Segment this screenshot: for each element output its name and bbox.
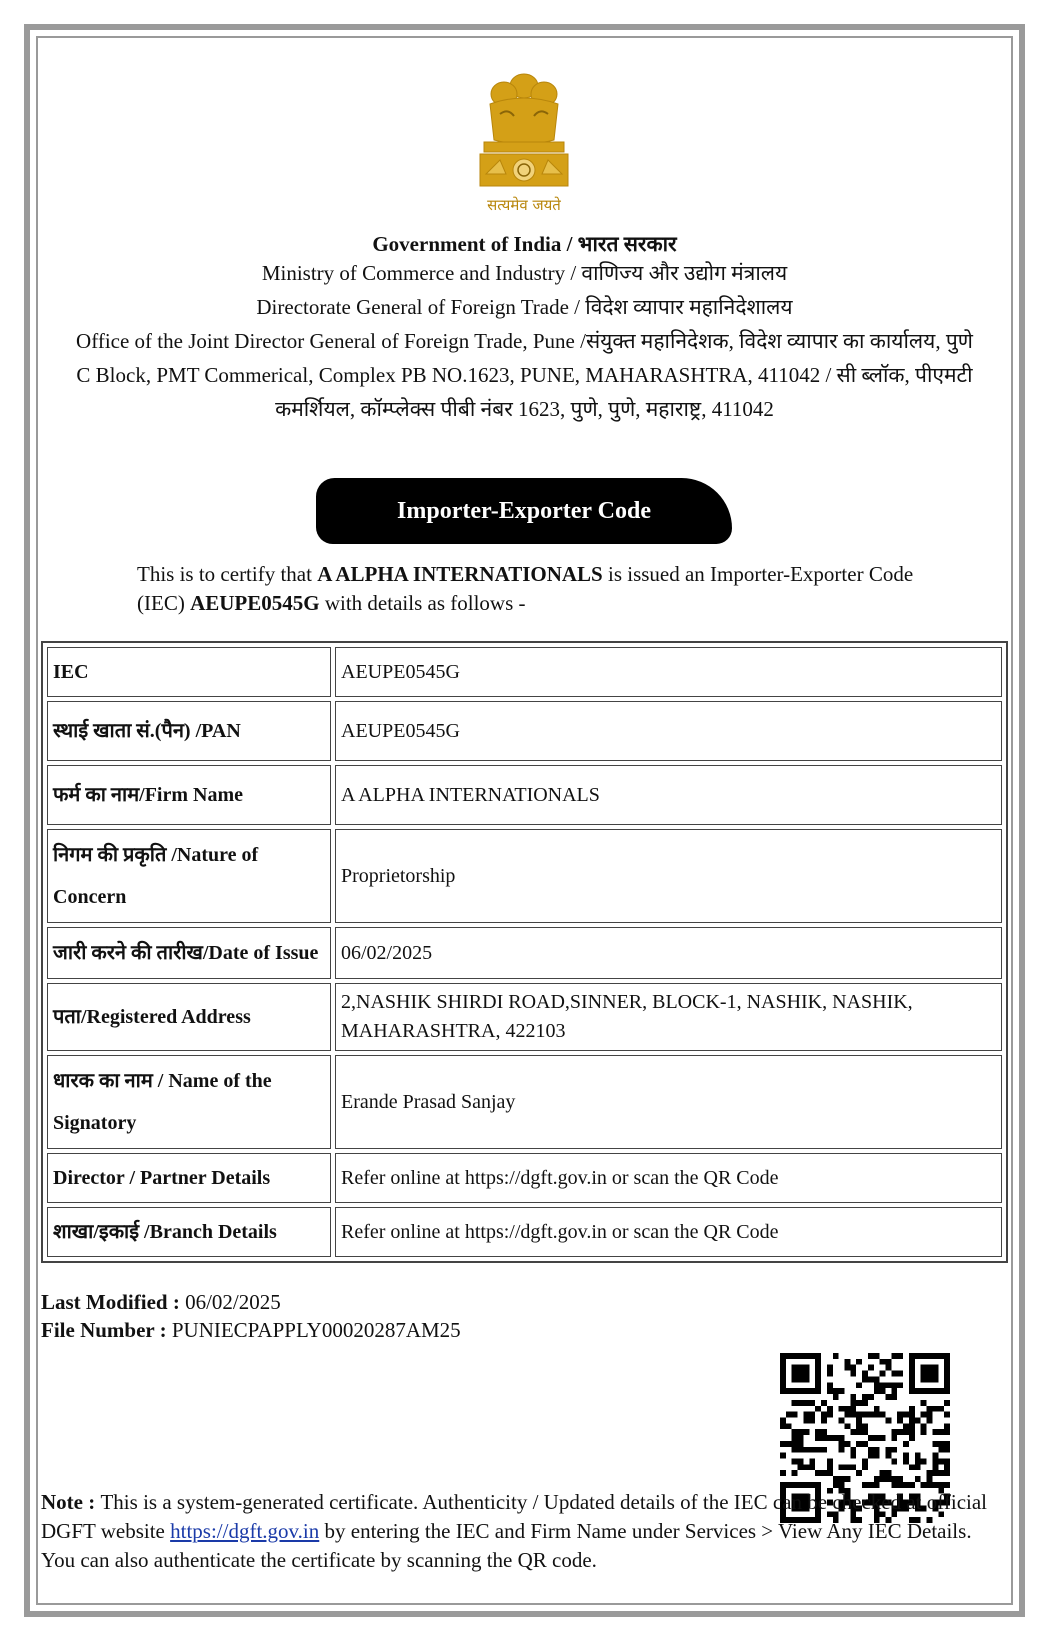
- row-value: AEUPE0545G: [335, 647, 1002, 697]
- row-label: IEC: [47, 647, 331, 697]
- table-row: [47, 647, 1002, 697]
- row-label: पता/Registered Address: [47, 983, 331, 1051]
- address-line-1: C Block, PMT Commerical, Complex PB NO.1623, PUNE, MAHARASHTRA, 411042 / सी ब्लॉक, पीएमटी: [76, 363, 973, 387]
- table-row: [47, 927, 1002, 979]
- file-number-value: PUNIECPAPPLY00020287AM25: [171, 1318, 461, 1342]
- table-row: [47, 701, 1002, 761]
- row-value: Erande Prasad Sanjay: [335, 1055, 1002, 1149]
- certify-prefix: This is to certify that: [137, 562, 318, 586]
- table-row: [47, 1153, 1002, 1203]
- table-row: [47, 1055, 1002, 1149]
- last-modified: [41, 1290, 281, 1315]
- row-label: फर्म का नाम/Firm Name: [47, 765, 331, 825]
- row-value: 2,NASHIK SHIRDI ROAD,SINNER, BLOCK-1, NASHIK, NASHIK, MAHARASHTRA, 422103: [335, 983, 1002, 1051]
- ministry-line: Ministry of Commerce and Industry / वाणिज्य और उद्योग मंत्रालय: [261, 261, 788, 285]
- certify-middle: is issued an Importer-Exporter Code (IEC): [137, 562, 914, 615]
- row-label: जारी करने की तारीख/Date of Issue: [47, 927, 331, 979]
- file-number-label: File Number :: [41, 1318, 172, 1342]
- row-value: Proprietorship: [335, 829, 1002, 923]
- address-line-2: कमर्शियल, कॉम्प्लेक्स पीबी नंबर 1623, पुणे, पुणे, महाराष्ट्र, 411042: [275, 397, 774, 421]
- certify-iec-code: AEUPE0545G: [190, 591, 320, 615]
- note-label: Note :: [41, 1490, 101, 1514]
- row-value: A ALPHA INTERNATIONALS: [335, 765, 1002, 825]
- row-label: धारक का नाम / Name of the Signatory: [47, 1055, 331, 1149]
- row-label: शाखा/इकाई /Branch Details: [47, 1207, 331, 1257]
- table-row: [47, 1207, 1002, 1257]
- certification-statement: [137, 560, 937, 618]
- directorate-line: Directorate General of Foreign Trade / विदेश व्यापार महानिदेशालय: [256, 295, 793, 319]
- row-label: स्थाई खाता सं.(पैन) /PAN: [47, 701, 331, 761]
- row-value: AEUPE0545G: [335, 701, 1002, 761]
- note-paragraph: [41, 1488, 1001, 1575]
- table-row: [47, 829, 1002, 923]
- certificate-title-badge: Importer-Exporter Code: [316, 478, 732, 544]
- government-title: Government of India / भारत सरकार: [372, 232, 677, 256]
- table-row: [47, 983, 1002, 1051]
- row-label: Director / Partner Details: [47, 1153, 331, 1203]
- row-value: Refer online at https://dgft.gov.in or scan the QR Code: [335, 1207, 1002, 1257]
- emblem-motto: सत्यमेव जयते: [487, 196, 561, 214]
- last-modified-value: 06/02/2025: [185, 1290, 281, 1314]
- certify-firm-name: A ALPHA INTERNATIONALS: [317, 562, 603, 586]
- office-line: Office of the Joint Director General of Foreign Trade, Pune /संयुक्त महानिदेशक, विदेश व्यापार का कार्यालय, पुणे: [76, 329, 973, 353]
- certify-suffix: with details as follows -: [319, 591, 526, 615]
- national-emblem-icon: [456, 64, 592, 224]
- dgft-website-link[interactable]: https://dgft.gov.in: [170, 1519, 320, 1543]
- row-value: Refer online at https://dgft.gov.in or scan the QR Code: [335, 1153, 1002, 1203]
- note-text-1: This is a system-generated certificate. Authenticity / Updated details of the IEC can be checked at official DGFT website: [41, 1490, 988, 1543]
- table-row: [47, 765, 1002, 825]
- row-value: 06/02/2025: [335, 927, 1002, 979]
- row-label: निगम की प्रकृति /Nature of Concern: [47, 829, 331, 923]
- note-text-2: by entering the IEC and Firm Name under Services > View Any IEC Details. You can also authenticate the certificate by scanning the QR code.: [41, 1519, 972, 1572]
- iec-details-table: [41, 641, 1008, 1263]
- last-modified-label: Last Modified :: [41, 1290, 186, 1314]
- file-number: [41, 1318, 461, 1343]
